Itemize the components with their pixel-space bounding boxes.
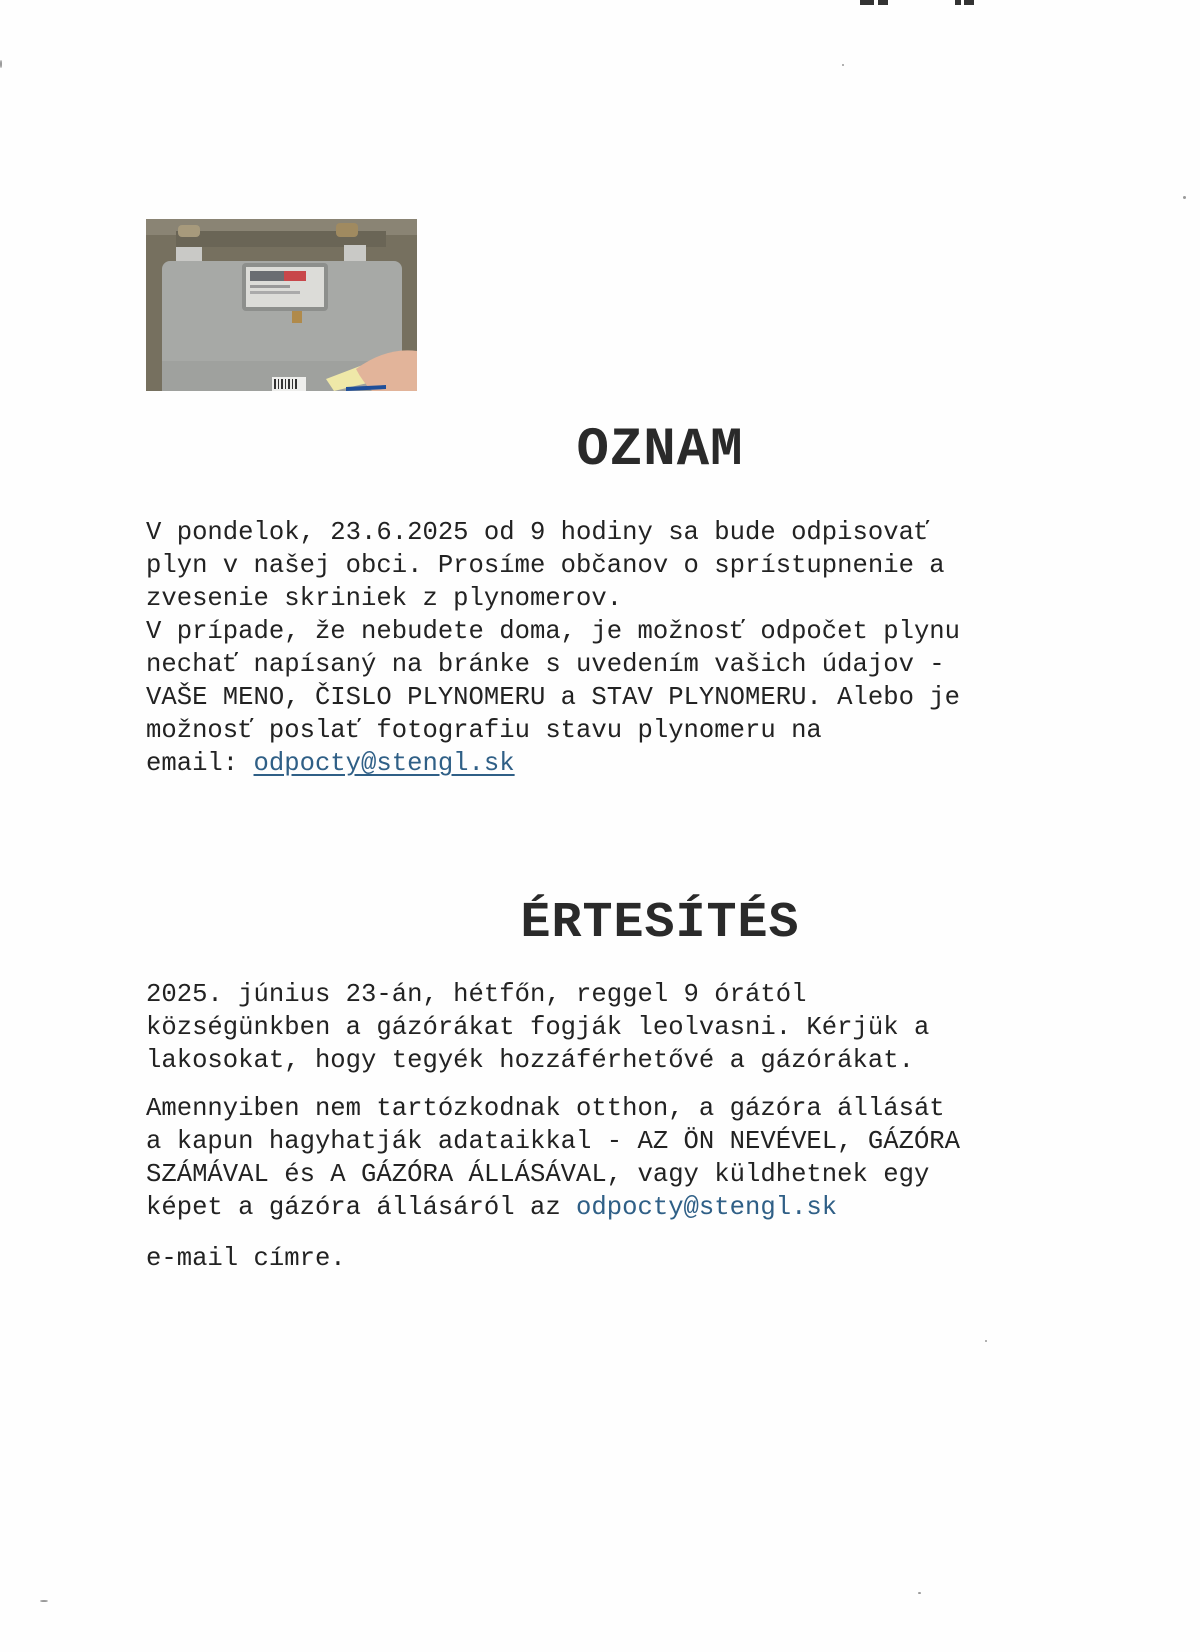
ertesites-email-link[interactable]: odpocty@stengl.sk [576,1193,838,1222]
ertesites-closing: e-mail címre. [146,1244,346,1273]
gas-meter-photo [146,219,417,391]
ertesites-paragraph-2 [146,1092,1046,1224]
ertesites-email-line [146,1191,1046,1224]
oznam-line: zvesenie skriniek z plynomerov. [146,584,623,613]
ertesites-line: Amennyiben nem tartózkodnak otthon, a gázóra állását [146,1094,945,1123]
scan-speck [1183,196,1186,199]
oznam-line: V prípade, že nebudete doma, je možnosť odpočet plynu [146,617,961,646]
oznam-line: V pondelok, 23.6.2025 od 9 hodiny sa bude odpisovať [146,518,930,547]
oznam-line: možnosť poslať fotografiu stavu plynomeru na [146,716,822,745]
oznam-email-link[interactable]: odpocty@stengl.sk [253,749,515,778]
oznam-heading: OZNAM [576,420,744,481]
scan-speck [918,1592,921,1594]
scan-speck [842,64,844,66]
oznam-email-line [146,747,1046,780]
email-label: email: [146,749,254,778]
scan-speck [0,60,2,68]
ertesites-line: SZÁMÁVAL és A GÁZÓRA ÁLLÁSÁVAL, vagy küldhetnek egy [146,1160,930,1189]
ertesites-line: lakosokat, hogy tegyék hozzáférhetővé a gázórákat. [146,1046,914,1075]
ertesites-line: a kapun hagyhatják adataikkal - AZ ÖN NEVÉVEL, GÁZÓRA [146,1127,961,1156]
oznam-line: plyn v našej obci. Prosíme občanov o sprístupnenie a [146,551,945,580]
ertesites-heading: ÉRTESÍTÉS [520,895,800,952]
ertesites-line: községünkben a gázórákat fogják leolvasni. Kérjük a [146,1013,930,1042]
oznam-body [146,516,1046,780]
ertesites-line: 2025. június 23-án, hétfőn, reggel 9 órától [146,980,807,1009]
scan-speck [985,1340,987,1342]
ertesites-paragraph-1 [146,978,1046,1077]
scan-speck [40,1600,48,1602]
oznam-line: nechať napísaný na bránke s uvedením vašich údajov - [146,650,945,679]
oznam-line: VAŠE MENO, ČISLO PLYNOMERU a STAV PLYNOMERU. Alebo je [146,683,961,712]
ertesites-line-prefix: képet a gázóra állásáról az [146,1193,577,1222]
scan-top-marks [860,0,980,6]
